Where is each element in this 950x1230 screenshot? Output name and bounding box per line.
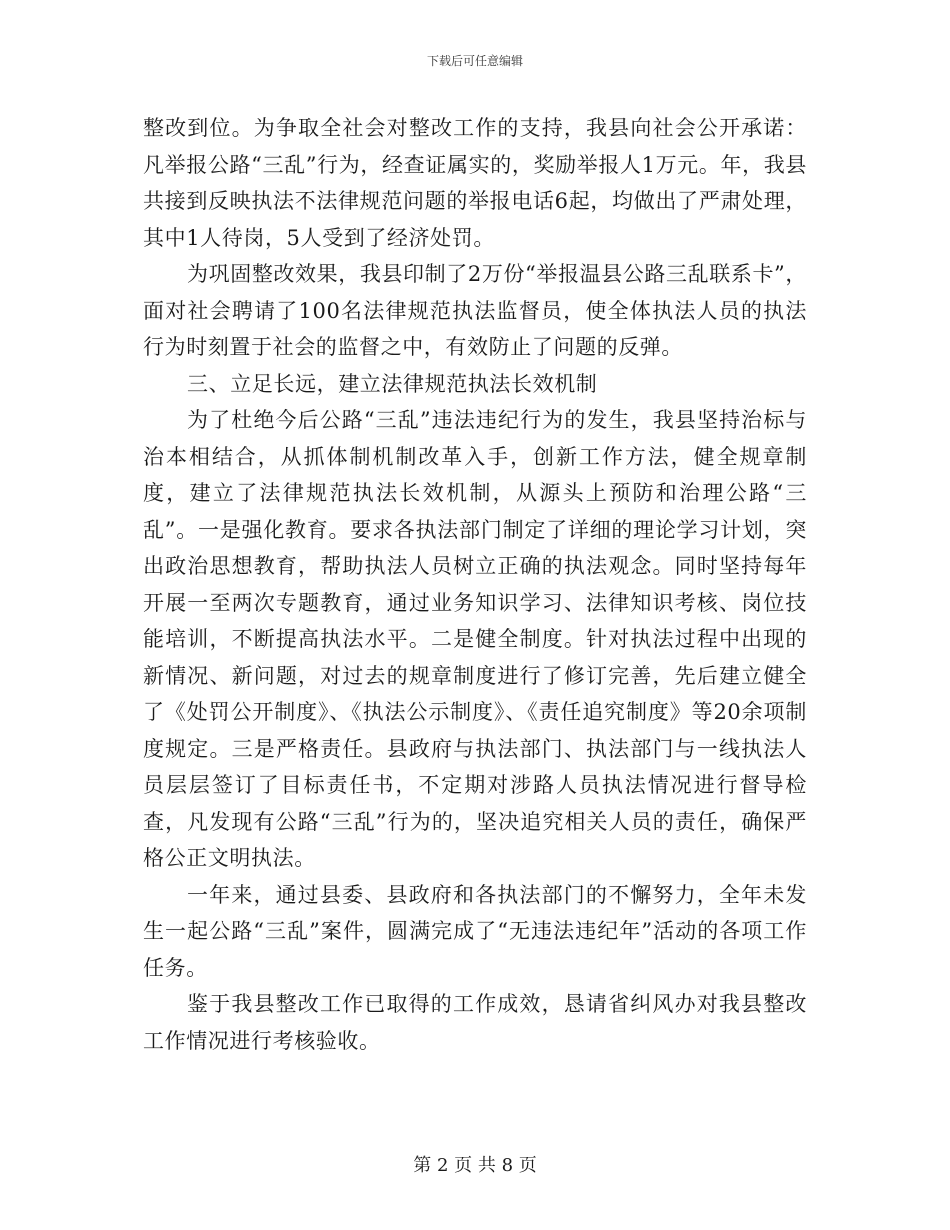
document-body (143, 110, 807, 1059)
page-number: 第 2 页 共 8 页 (413, 1155, 537, 1176)
paragraph-4: 为了杜绝今后公路“三乱”违法违纪行为的发生，我县坚持治标与治本相结合，从抓体制机制改革入手，创新工作方法，健全规章制度，建立了法律规范执法长效机制，从源头上预防和治理公路“三乱”。一是强化教育。要求各执法部门制定了详细的理论学习计划，突出政治思想教育，帮助执法人员树立正确的执法观念。同时坚持每年开展一至两次专题教育，通过业务知识学习、法律知识考核、岗位技能培训，不断提高执法水平。二是健全制度。针对执法过程中出现的新情况、新问题，对过去的规章制度进行了修订完善，先后建立健全了《处罚公开制度》、《执法公示制度》、《责任追究制度》等20余项制度规定。三是严格责任。县政府与执法部门、执法部门与一线执法人员层层签订了目标责任书，不定期对涉路人员执法情况进行督导检查，凡发现有公路“三乱”行为的，坚决追究相关人员的责任，确保严格公正文明执法。 (143, 408, 807, 870)
paragraph-6: 鉴于我县整改工作已取得的工作成效，恳请省纠风办对我县整改工作情况进行考核验收。 (143, 992, 807, 1053)
section-heading-3: 三、立足长远，建立法律规范执法长效机制 (187, 371, 598, 396)
paragraph-1: 整改到位。为争取全社会对整改工作的支持，我县向社会公开承诺：凡举报公路“三乱”行为，经查证属实的，奖励举报人1万元。年，我县共接到反映执法不法律规范问题的举报电话6起，均做出了严肃处理，其中1人待岗，5人受到了经济处罚。 (143, 116, 807, 250)
page-header-note: 下载后可任意编辑 (426, 54, 523, 68)
paragraph-5: 一年来，通过县委、县政府和各执法部门的不懈努力，全年未发生一起公路“三乱”案件，圆满完成了“无违法违纪年”活动的各项工作任务。 (143, 882, 807, 980)
paragraph-2: 为巩固整改效果，我县印制了2万份“举报温县公路三乱联系卡”，面对社会聘请了100名法律规范执法监督员，使全体执法人员的执法行为时刻置于社会的监督之中，有效防止了问题的反弹。 (143, 262, 807, 359)
